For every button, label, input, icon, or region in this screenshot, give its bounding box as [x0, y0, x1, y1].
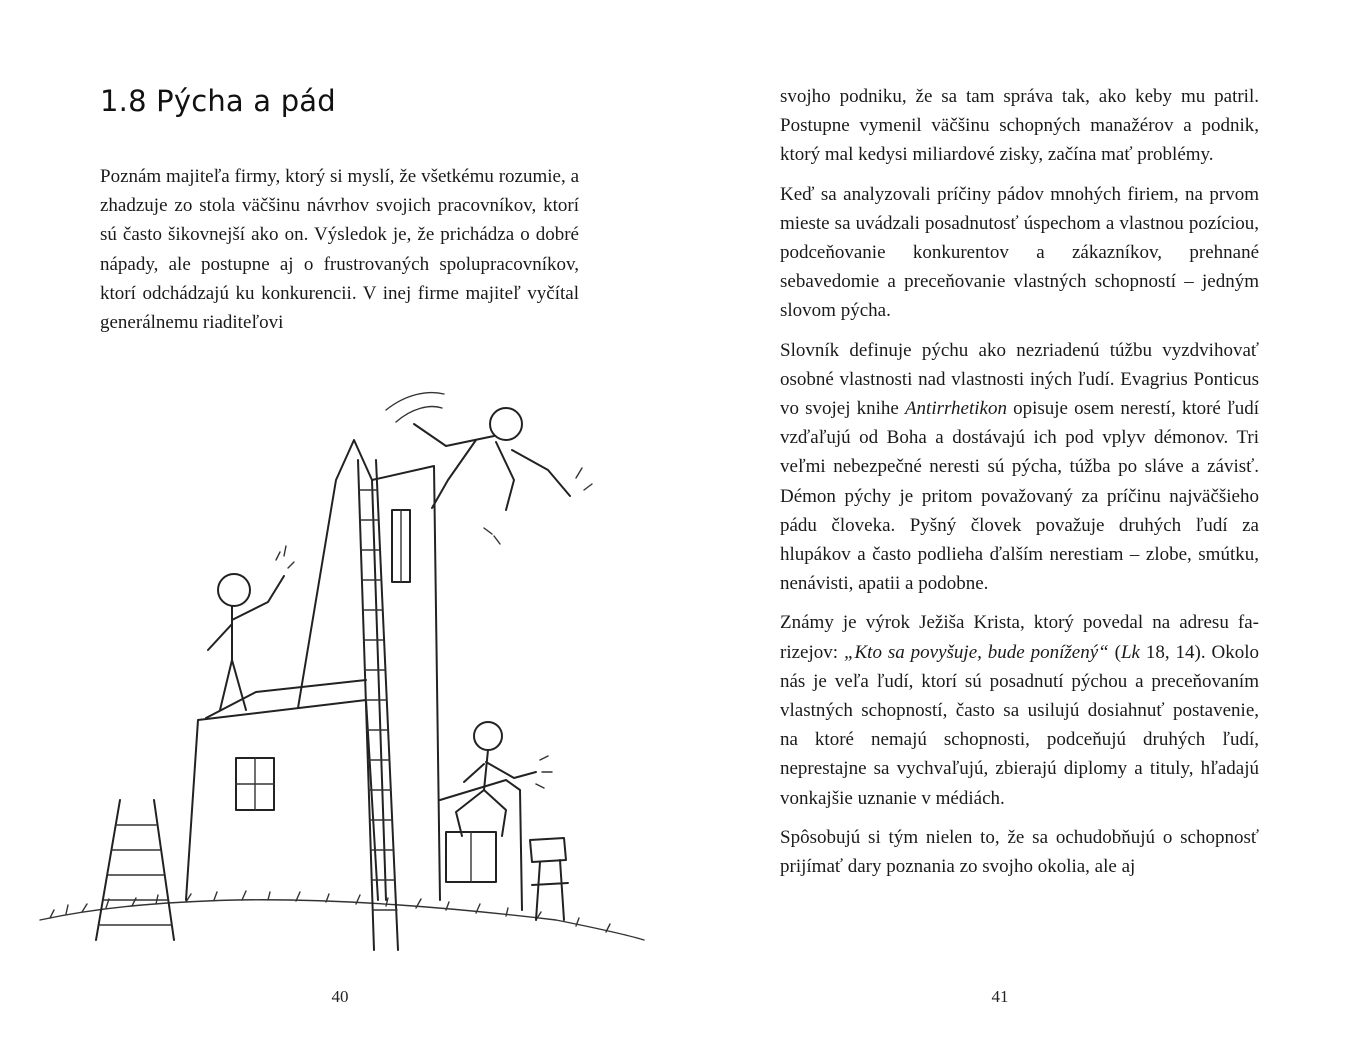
- bible-quote-italic: „Kto sa povyšuje, bude ponížený“: [843, 641, 1109, 663]
- bible-reference-italic: Lk: [1120, 641, 1140, 663]
- paragraph-4-text-a: Známy je výrok Ježiša Krista, ktorý povedal na adresu farizejov:: [780, 612, 1259, 663]
- book-title-italic: Antirrhetikon: [904, 398, 1007, 420]
- right-text-block: [780, 82, 1259, 891]
- cartoon-illustration: [36, 380, 650, 965]
- paragraph-2: Keď sa analyzovali príčiny pádov mnohých firiem, na prvom mieste sa uvádzali posadnutosť úspechom a vlastnou pozíciou, podceňovanie konkurentov a zákazníkov, prehnané sebavedomie a preceňovanie vlastných schopností – jedným slovom pýcha.: [780, 183, 1259, 322]
- right-page: [680, 0, 1359, 1063]
- paragraph-5: Spôsobujú si tým nielen to, že sa ochudobňujú o schopnosť prijímať dary poznania zo svojho okolia, ale aj: [780, 826, 1259, 878]
- left-paragraph: Poznám majiteľa firmy, ktorý si myslí, že všetkému rozumie, a zhadzuje zo stola väčšinu návrhov svojich pracovníkov, ktorí sú často šikovnejší ako on. Výsledok je, že prichádza o dobré nápady, ale postupne aj o frustrovaných spolupracovníkov, ktorí odchádzajú ku konkurencii. V inej firme majiteľ vyčítal generálnemu riaditeľovi: [100, 166, 579, 334]
- paragraph-4: [780, 608, 1259, 812]
- paragraph-3-text-b: opisuje osem nerestí, ktoré ľudí vzďaľujú od Boha a dostávajú ich pod vplyv démonov. Tri veľmi nebezpečné neresti sú pýcha, túžba po sláve a závisť. Démon pýchy je pritom považovaný za príčinu najväčšieho pádu človeka. Pyšný človek považuje druhých ľudí za hlupákov a často podlieha ďalším nerestiam – zlobe, smútku, nenávisti, apatii a podobne.: [780, 398, 1259, 595]
- paren-open: (: [1108, 641, 1121, 663]
- page-number-right: 41: [991, 987, 1009, 1006]
- paragraph-3: [780, 336, 1259, 599]
- section-heading: 1.8 Pýcha a pád: [100, 84, 336, 118]
- ladder-fall-drawing-icon: [36, 380, 650, 965]
- paragraph-4-text-b: 18, 14). Okolo nás je veľa ľudí, ktorí sú posadnutí pýchou a preceňovaním vlastných schopností, často sa usilujú dosiahnuť postavenie, na ktoré nemajú schopnosti, podceňujú druhých ľudí, neprestajne sa vychvaľujú, zbierajú diplomy a tituly, hľadajú vonkajšie uznanie v médiách.: [780, 641, 1260, 809]
- paragraph-1: svojho podniku, že sa tam správa tak, ako keby mu patril. Postupne vymenil väčšinu schopných manažérov a podnik, ktorý mal kedysi miliardové zisky, začína mať problémy.: [780, 86, 1259, 166]
- paragraph-3-text-a: Slovník definuje pýchu ako nezriadenú túžbu vyzdvihovať osobné vlastnosti nad vlastnosti iných ľudí. Evagrius Ponticus vo svojej knihe: [780, 339, 1259, 420]
- page-number-left: 40: [331, 987, 349, 1006]
